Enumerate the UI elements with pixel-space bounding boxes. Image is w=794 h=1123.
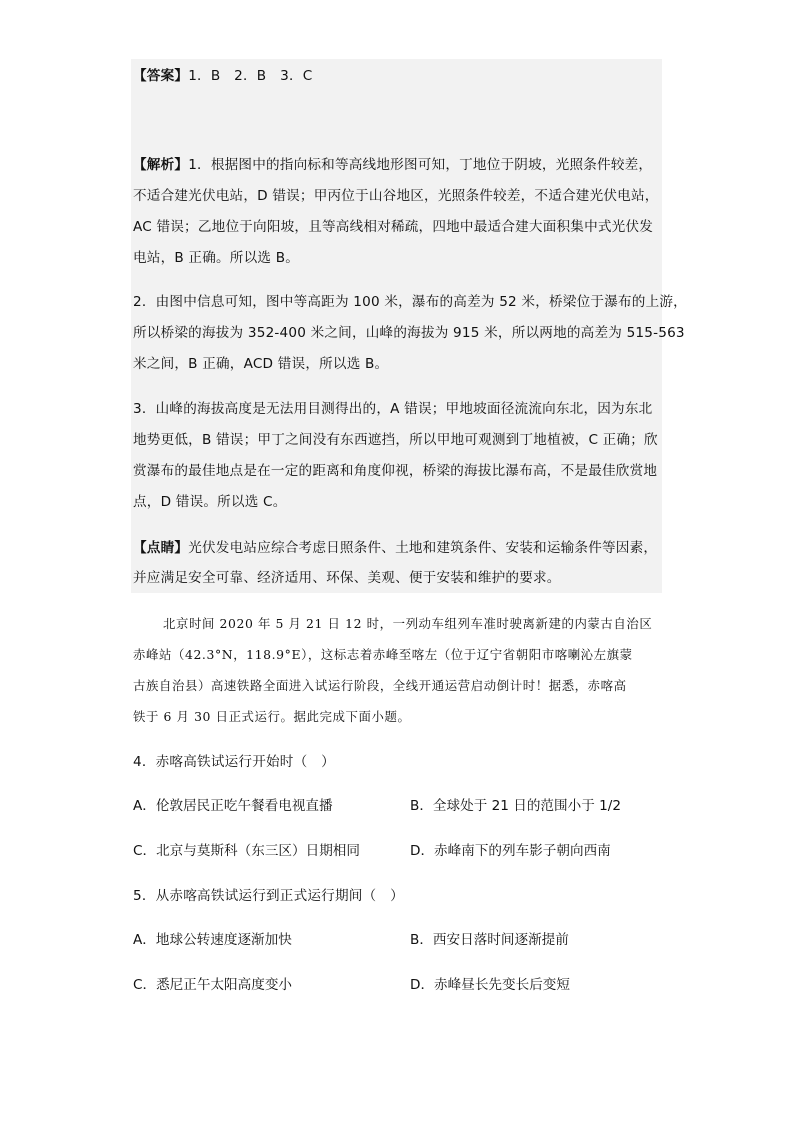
tip-line-1	[133, 538, 657, 558]
analysis-p2-line-3: 米之间，B 正确，ACD 错误，所以选 B。	[133, 356, 389, 372]
question-5-option-d: D．赤峰昼长先变长后变短	[410, 977, 570, 993]
answer-text: 1．B 2．B 3．C	[188, 68, 313, 84]
analysis-p2-line-2: 所以桥梁的海拔为 352-400 米之间，山峰的海拔为 915 米，所以两地的高差为 515-563	[133, 325, 685, 341]
question-5-option-b: B．西安日落时间逐渐提前	[410, 932, 569, 948]
question-4-option-c: C．北京与莫斯科（东三区）日期相同	[133, 843, 360, 859]
analysis-p1-line-4: 电站，B 正确。所以选 B。	[133, 250, 300, 266]
question-4-stem: 4．赤喀高铁试运行开始时（ ）	[133, 754, 335, 770]
question-5-option-c: C．悉尼正午太阳高度变小	[133, 977, 293, 993]
tip-line-2: 并应满足安全可靠、经济适用、环保、美观、便于安装和维护的要求。	[133, 570, 561, 586]
intro-line-2: 赤峰站（42.3°N，118.9°E），这标志着赤峰至喀左（位于辽宁省朝阳市喀喇沁左旗蒙	[133, 647, 633, 662]
analysis-p3-line-2: 地势更低，B 错误；甲丁之间没有东西遮挡，所以甲地可观测到丁地植被，C 正确；欣	[133, 432, 658, 448]
analysis-p1-text-1: 1．根据图中的指向标和等高线地形图可知，丁地位于阴坡，光照条件较差，	[188, 157, 653, 173]
question-4-option-b: B．全球处于 21 日的范围小于 1/2	[410, 798, 621, 814]
answer-tag: 【答案】	[133, 68, 189, 84]
analysis-p3-line-3: 赏瀑布的最佳地点是在一定的距离和角度仰视，桥梁的海拔比瀑布高，不是最佳欣赏地	[133, 463, 658, 479]
question-5-stem: 5．从赤喀高铁试运行到正式运行期间（ ）	[133, 888, 404, 904]
analysis-p1-line-2: 不适合建光伏电站，D 错误；甲丙位于山谷地区，光照条件较差，不适合建光伏电站，	[133, 188, 659, 204]
tip-text-1: 光伏发电站应综合考虑日照条件、土地和建筑条件、安装和运输条件等因素，	[188, 540, 658, 556]
intro-line-3: 古族自治县）高速铁路全面进入试运行阶段，全线开通运营启动倒计时！据悉，赤喀高	[133, 678, 627, 693]
question-5-option-a: A．地球公转速度逐渐加快	[133, 932, 292, 948]
analysis-p1-line-3: AC 错误；乙地位于向阳坡，且等高线相对稀疏，四地中最适合建大面积集中式光伏发	[133, 219, 654, 235]
answer-line	[133, 66, 312, 86]
intro-line-1: 北京时间 2020 年 5 月 21 日 12 时，一列动车组列车准时驶离新建的内蒙古自治区	[163, 616, 653, 631]
tip-tag: 【点睛】	[133, 540, 189, 556]
analysis-p2-line-1: 2．由图中信息可知，图中等高距为 100 米，瀑布的高差为 52 米，桥梁位于瀑布的上游，	[133, 294, 687, 310]
intro-line-4: 铁于 6 月 30 日正式运行。据此完成下面小题。	[133, 709, 411, 724]
analysis-p3-line-4: 点，D 错误。所以选 C。	[133, 494, 287, 510]
analysis-p3-line-1: 3．山峰的海拔高度是无法用目测得出的，A 错误；甲地坡面径流流向东北，因为东北	[133, 401, 653, 417]
analysis-p1-line-1	[133, 155, 652, 175]
question-4-option-d: D．赤峰南下的列车影子朝向西南	[410, 843, 611, 859]
analysis-tag: 【解析】	[133, 157, 189, 173]
question-4-option-a: A．伦敦居民正吃午餐看电视直播	[133, 798, 333, 814]
